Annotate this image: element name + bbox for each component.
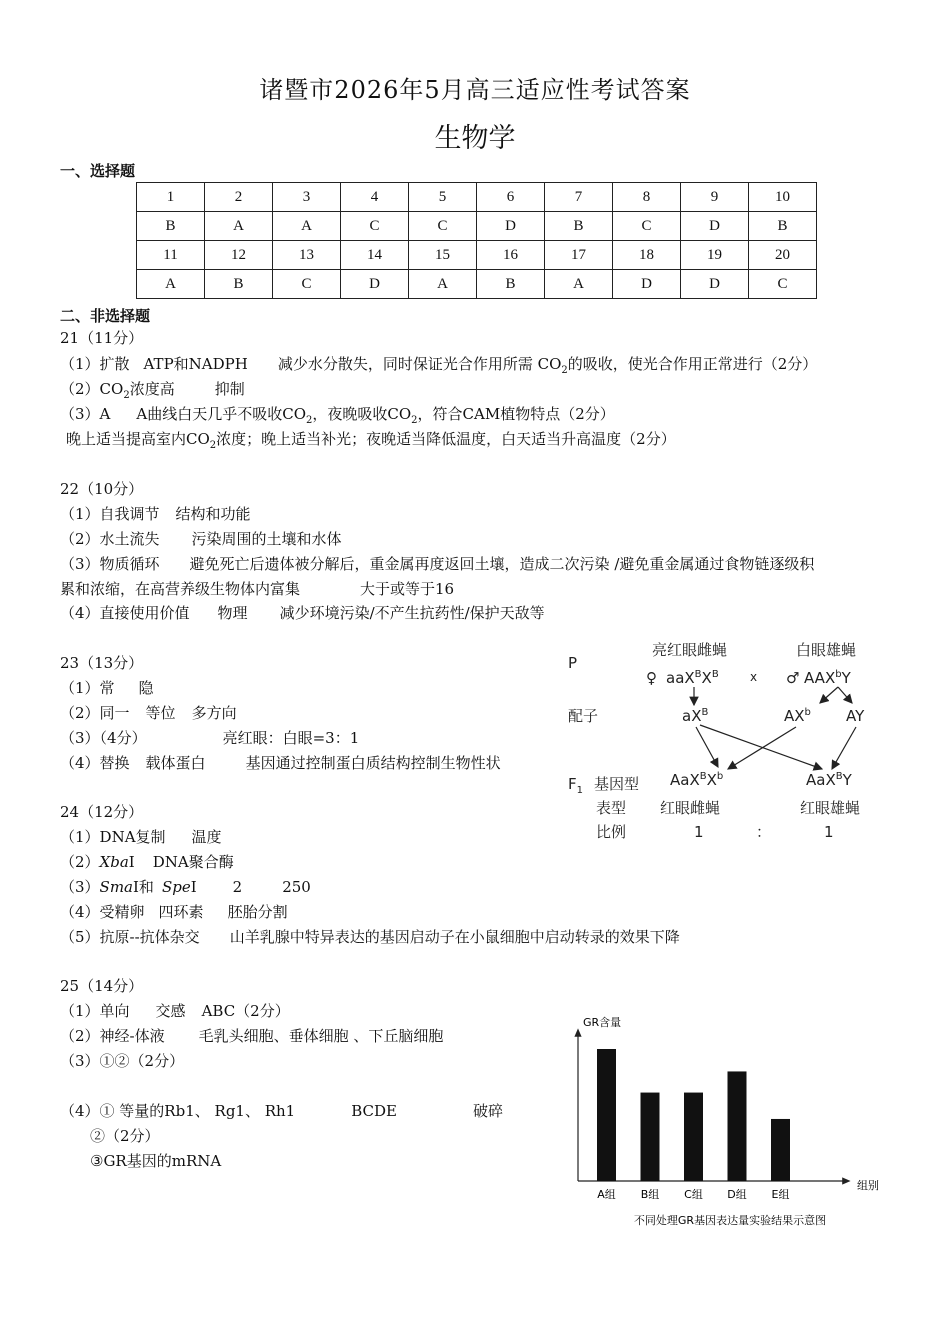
subject-title: 生物学 [434,123,516,154]
q23-line-1: （1）常 隐 [60,679,154,697]
q21-line-3: （3）A A曲线白天几乎不吸收$CO_2$，夜晚吸收$CO_2$，符合CAM植物特点（2分） [60,405,615,426]
q24-line-5: （5）抗原--抗体杂交 山羊乳腺中特异表达的基因启动子在小鼠细胞中启动转录的效果下降 [60,928,680,946]
chart-bar [597,1049,616,1181]
chart-tick-label: E组 [771,1188,790,1201]
answer-cell: A [273,212,341,241]
gametes-label: 配子 [568,707,599,725]
q23-line-2: （2）同一 等位 多方向 [60,704,237,722]
answer-cell: B [137,212,205,241]
answer-table-row [137,270,817,299]
cross-female-label: 亮红眼雌蝇 [652,641,728,659]
q25-line-2: （2）神经-体液 毛乳头细胞、垂体细胞 、下丘脑细胞 [60,1027,444,1045]
chart-bar [728,1071,747,1181]
question-number-cell: 14 [341,241,409,270]
q25-heading: 25（14分） [60,977,144,995]
q24-line-3: （3）SmaⅠ和 SpeⅠ 2 250 [60,878,311,896]
ratio-label: 比例 [596,823,627,841]
q22-line-3-cont: 累和浓缩，在高营养级生物体内富集 大于或等于16 [60,580,455,598]
male-genotype: AAX$^b$Y [804,669,851,687]
male-symbol: ♂ [786,669,800,687]
question-number-cell: 17 [545,241,613,270]
chart-bar [684,1093,703,1181]
answer-cell: A [409,270,477,299]
question-number-cell: 3 [273,183,341,212]
q24-heading: 24（12分） [60,803,144,821]
answer-cell: D [477,212,545,241]
question-number-cell: 16 [477,241,545,270]
answer-cell: B [477,270,545,299]
q24-line-2: （2）XbaⅠ DNA聚合酶 [60,853,234,871]
answer-table-row [137,212,817,241]
answer-cell: C [273,270,341,299]
cross-male-label: 白眼雄蝇 [796,641,857,659]
gr-expression-chart [565,1008,895,1233]
phenotype-label: 表型 [596,799,627,817]
question-number-cell: 11 [137,241,205,270]
chart-tick-label: C组 [684,1188,703,1201]
answer-cell: A [137,270,205,299]
answer-cell: D [613,270,681,299]
q23-heading: 23（13分） [60,654,144,672]
question-number-cell: 18 [613,241,681,270]
q25-line-5: ②（2分） [90,1127,160,1145]
answer-cell: B [205,270,273,299]
answer-cell: A [545,270,613,299]
answer-cell: C [409,212,477,241]
page-title: 诸暨市2026年5月高三适应性考试答案 [259,76,691,104]
arrow-male-gamete-y [838,687,852,703]
q21-line-1: （1）扩散 ATP和NADPH 减少水分散失，同时保证光合作用所需 $CO_2$的吸收，使光合作用正常进行（2分） [60,355,818,376]
question-number-cell: 9 [681,183,749,212]
answer-cell: D [681,270,749,299]
question-number-cell: 5 [409,183,477,212]
q25-line-3: （3）①②（2分） [60,1052,185,1070]
q22-line-4: （4）直接使用价值 物理 减少环境污染/不产生抗药性/保护天敌等 [60,604,545,622]
ratio-male: 1 [824,823,834,841]
q21-line-4: 晚上适当提高室内$CO_2$浓度；晚上适当补光；夜晚适当降低温度，白天适当升高温度（2分） [66,430,676,451]
section-multiple-choice: 一、选择题 [60,162,136,180]
chart-bar [771,1119,790,1181]
arrow-xb-to-female [696,727,718,767]
q25-line-4: （4）① 等量的Rb1、 Rg1、 Rh1 BCDE 破碎 [60,1102,504,1120]
question-number-cell: 12 [205,241,273,270]
question-number-cell: 15 [409,241,477,270]
chart-ylabel: GR含量 [583,1016,622,1029]
f1-male-genotype: AaX$^B$Y [806,771,852,789]
answer-table-row [137,241,817,270]
gamete-male-xb: $AX^b$ [784,707,811,725]
q23-line-3: （3）（4分） 亮红眼：白眼=3：1 [60,729,360,747]
f1-female-phenotype: 红眼雌蝇 [660,799,721,817]
q25-line-1: （1）单向 交感 ABC（2分） [60,1002,290,1020]
cross-p-label: P [568,654,578,672]
chart-xlabel: 组别 [857,1179,879,1192]
gamete-male-y: AY [846,707,865,725]
cross-symbol: x [750,670,758,684]
q22-line-1: （1）自我调节 结构和功能 [60,505,251,523]
q23-line-4: （4）替换 载体蛋白 基因通过控制蛋白质结构控制生物性状 [60,754,501,772]
arrow-y-to-male [832,727,856,769]
q22-line-2: （2）水土流失 污染周围的土壤和水体 [60,530,342,548]
answer-cell: D [681,212,749,241]
answer-cell: C [749,270,817,299]
arrow-xb-male-to-female [728,727,796,769]
answer-cell: C [613,212,681,241]
f1-male-phenotype: 红眼雄蝇 [800,799,861,817]
question-number-cell: 8 [613,183,681,212]
question-number-cell: 10 [749,183,817,212]
ratio-female: 1 [694,823,704,841]
answer-table-row [137,183,817,212]
answer-cell: D [341,270,409,299]
genetic-cross-diagram [560,635,890,845]
question-number-cell: 13 [273,241,341,270]
q24-line-1: （1）DNA复制 温度 [60,828,222,846]
question-number-cell: 4 [341,183,409,212]
question-number-cell: 6 [477,183,545,212]
chart-tick-label: A组 [597,1188,616,1201]
ratio-colon: ： [756,823,772,841]
q24-line-4: （4）受精卵 四环素 胚胎分割 [60,903,288,921]
gamete-female: $aX^B$ [682,707,709,725]
question-number-cell: 20 [749,241,817,270]
q22-line-3: （3）物质循环 避免死亡后遗体被分解后，重金属再度返回土壤，造成二次污染 /避免重金属通过食物链逐级积 [60,555,815,573]
chart-bar [641,1093,660,1181]
female-symbol: ♀ [646,669,657,687]
answer-cell: A [205,212,273,241]
question-number-cell: 1 [137,183,205,212]
arrow-male-gamete-xb [820,687,838,703]
female-genotype: $aaX^BX^B$ [666,669,719,687]
chart-caption: 不同处理GR基因表达量实验结果示意图 [633,1214,827,1227]
genotype-label: 基因型 [594,775,640,793]
question-number-cell: 7 [545,183,613,212]
answer-table [136,182,817,299]
question-number-cell: 19 [681,241,749,270]
chart-tick-label: B组 [640,1188,660,1201]
answer-cell: B [545,212,613,241]
q22-heading: 22（10分） [60,480,144,498]
arrow-xb-to-male [700,725,822,769]
answer-cell: C [341,212,409,241]
f1-label: $F_1$ [568,775,584,796]
q21-heading: 21（11分） [60,329,144,347]
chart-tick-label: D组 [727,1188,747,1201]
q21-line-2: $(2)CO_2$浓度高 抑制 [60,380,245,401]
q25-line-6: ③GR基因的mRNA [90,1152,222,1170]
question-number-cell: 2 [205,183,273,212]
answer-cell: B [749,212,817,241]
section-non-choice: 二、非选择题 [60,307,151,325]
f1-female-genotype: $AaX^BX^b$ [670,771,724,789]
